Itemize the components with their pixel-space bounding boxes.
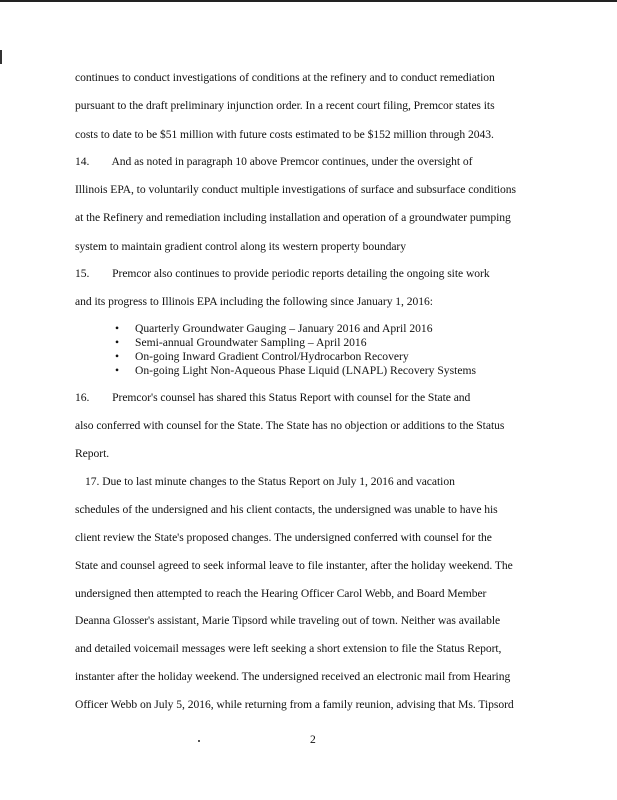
text-line: and detailed voicemail messages were left seeking a short extension to file the Status Report, bbox=[75, 642, 502, 655]
paragraph-15-start: 15. Premcor also continues to provide periodic reports detailing the ongoing site work bbox=[75, 267, 490, 280]
text-line: at the Refinery and remediation including installation and operation of a groundwater pumping bbox=[75, 211, 511, 224]
text-line: Officer Webb on July 5, 2016, while returning from a family reunion, advising that Ms. Tipsord bbox=[75, 698, 514, 711]
text-line: Report. bbox=[75, 447, 110, 460]
scan-speck bbox=[198, 740, 200, 742]
bullet-icon: • bbox=[115, 322, 120, 335]
page-number: 2 bbox=[310, 733, 316, 746]
bullet-icon: • bbox=[115, 364, 120, 377]
text-line: also conferred with counsel for the State. The State has no objection or additions to the Status bbox=[75, 419, 505, 432]
left-scan-mark bbox=[0, 50, 2, 64]
document-page: continues to conduct investigations of conditions at the refinery and to conduct remediation pursuant to the draft preliminary injunction order. In a recent court filing, Premcor states its costs to date to be $51 million with future costs estimated to be $152 million through 2043. 14. And as noted in paragraph 10 above Premcor continues, under the oversight of Illinois EPA, to voluntarily conduct multiple investigations of surface and subsurface conditions at the Refinery and remediation including installation and operation of a groundwater pumping system to maintain gradient control along its western property boundary 15. Premcor also continues to provide periodic reports detailing the ongoing site work and its progress to Illinois EPA including the following since January 1, 2016: • Quarterly Groundwater Gauging – January 2016 and April 2016 • Semi-annual Groundwater Sampling – April 2016 • On-going Inward Gradient Control/Hydrocarbon Recovery • On-going Light Non-Aqueous Phase Liquid (LNAPL) Recovery Systems 16. Premcor's counsel has shared this Status Report with counsel for the State and also conferred with counsel for the State. The State has no objection or additions to the Status Report. 17. Due to last minute changes to the Status Report on July 1, 2016 and vacation schedules of the undersigned and his client contacts, the undersigned was unable to have his client review the State's proposed changes. The undersigned conferred with counsel for the State and counsel agreed to seek informal leave to file instanter, after the holiday weekend. The undersigned then attempted to reach the Hearing Officer Carol Webb, and Board Member Deanna Glosser's assistant, Marie Tipsord while traveling out of town. Neither was available and detailed voicemail messages were left seeking a short extension to file the Status Report, instanter after the holiday weekend. The undersigned received an electronic mail from Hearing Officer Webb on July 5, 2016, while returning from a family reunion, advising that Ms. Tipsord 2 bbox=[0, 0, 617, 800]
text-line: system to maintain gradient control along its western property boundary bbox=[75, 240, 406, 253]
paragraph-17-start: 17. Due to last minute changes to the Status Report on July 1, 2016 and vacation bbox=[85, 475, 455, 488]
text-line: continues to conduct investigations of conditions at the refinery and to conduct remediation bbox=[75, 71, 495, 84]
text-line: client review the State's proposed changes. The undersigned conferred with counsel for the bbox=[75, 531, 492, 544]
text-line: State and counsel agreed to seek informal leave to file instanter, after the holiday weekend. The bbox=[75, 559, 513, 572]
bullet-icon: • bbox=[115, 336, 120, 349]
text-line: undersigned then attempted to reach the Hearing Officer Carol Webb, and Board Member bbox=[75, 587, 487, 600]
text-line: schedules of the undersigned and his client contacts, the undersigned was unable to have his bbox=[75, 503, 498, 516]
text-line: and its progress to Illinois EPA including the following since January 1, 2016: bbox=[75, 295, 433, 308]
text-line: Deanna Glosser's assistant, Marie Tipsord while traveling out of town. Neither was available bbox=[75, 614, 501, 627]
text-line: instanter after the holiday weekend. The undersigned received an electronic mail from Hearing bbox=[75, 670, 511, 683]
text-line: pursuant to the draft preliminary injunction order. In a recent court filing, Premcor states its bbox=[75, 99, 495, 112]
bullet-icon: • bbox=[115, 350, 120, 363]
paragraph-14-start: 14. And as noted in paragraph 10 above Premcor continues, under the oversight of bbox=[75, 155, 473, 168]
paragraph-16-start: 16. Premcor's counsel has shared this Status Report with counsel for the State and bbox=[75, 391, 471, 404]
text-line: costs to date to be $51 million with future costs estimated to be $152 million through 2043. bbox=[75, 128, 494, 141]
top-scan-border bbox=[0, 0, 617, 2]
text-line: Illinois EPA, to voluntarily conduct multiple investigations of surface and subsurface conditions bbox=[75, 183, 517, 196]
